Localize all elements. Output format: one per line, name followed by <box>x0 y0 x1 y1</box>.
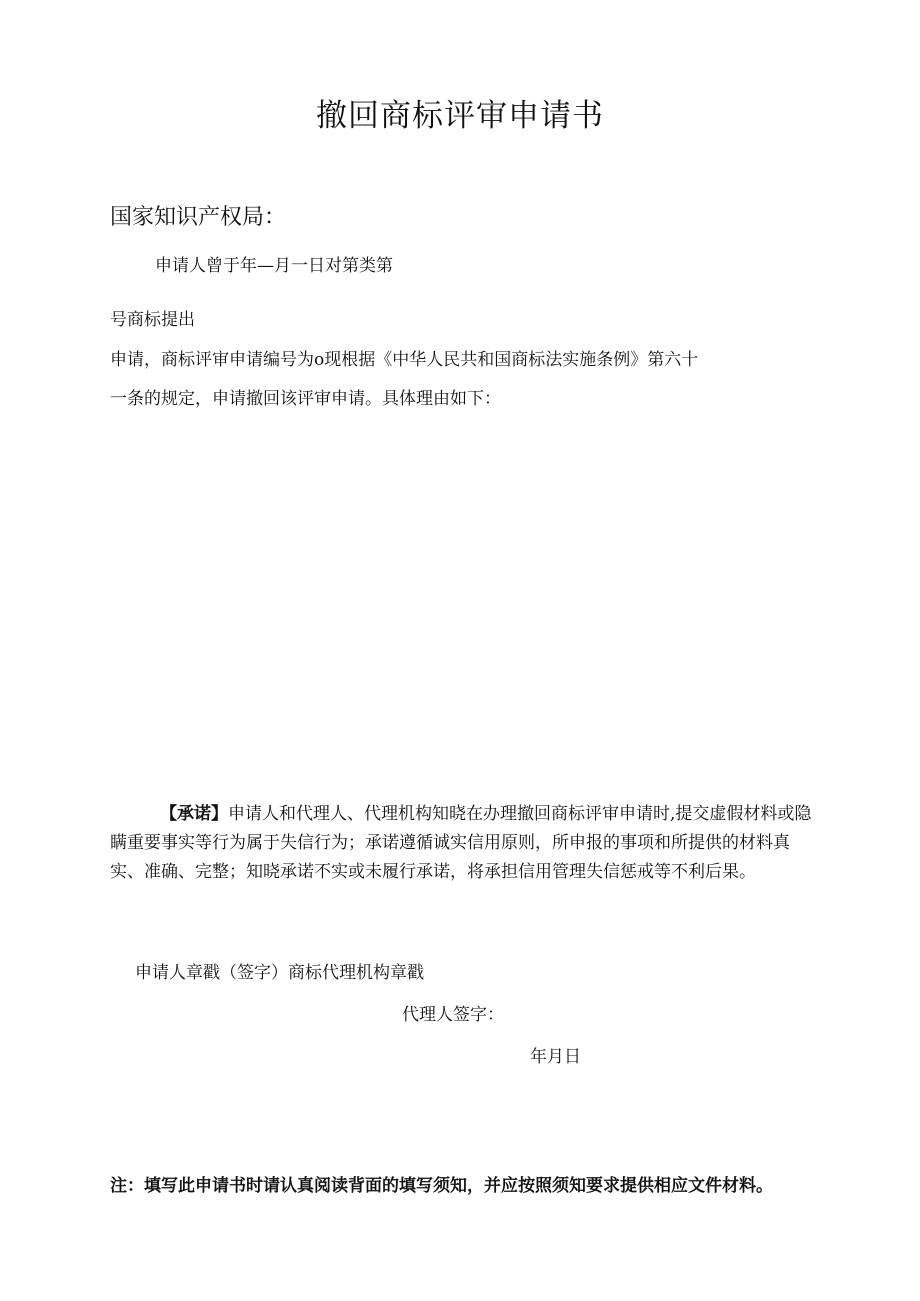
promise-paragraph <box>110 800 820 887</box>
body-line-4: 一条的规定，申请撤回该评审申请。具体理由如下： <box>110 389 501 409</box>
body-line-1: 申请人曾于年—月一日对第类第 <box>155 256 393 276</box>
promise-label: 【承诺】 <box>160 804 228 824</box>
body-line-3: 申请，商标评审申请编号为o现根据《中华人民共和国商标法实施条例》第六十 <box>110 350 699 370</box>
promise-text: 申请人和代理人、代理机构知晓在办理撤回商标评审申请时,提交虚假材料或隐瞒重要事实等行为属于失信行为；承诺遵循诚实信用原则，所申报的事项和所提供的材料真实、准确、完整；知晓承诺不实或未履行承诺，将承担信用管理失信惩戒等不利后果。 <box>110 804 812 882</box>
footnote: 注：填写此申请书时请认真阅读背面的填写须知，并应按照须知要求提供相应文件材料。 <box>110 1176 773 1196</box>
body-line-2: 号商标提出 <box>110 310 195 330</box>
addressee: 国家知识产权局： <box>110 205 287 230</box>
agent-signature-label: 代理人签字： <box>402 1005 504 1025</box>
applicant-signature-line: 申请人章戳（签字）商标代理机构章戳 <box>135 963 424 983</box>
document-title: 撤回商标评审申请书 <box>316 98 604 134</box>
date-line: 年月日 <box>530 1047 581 1067</box>
